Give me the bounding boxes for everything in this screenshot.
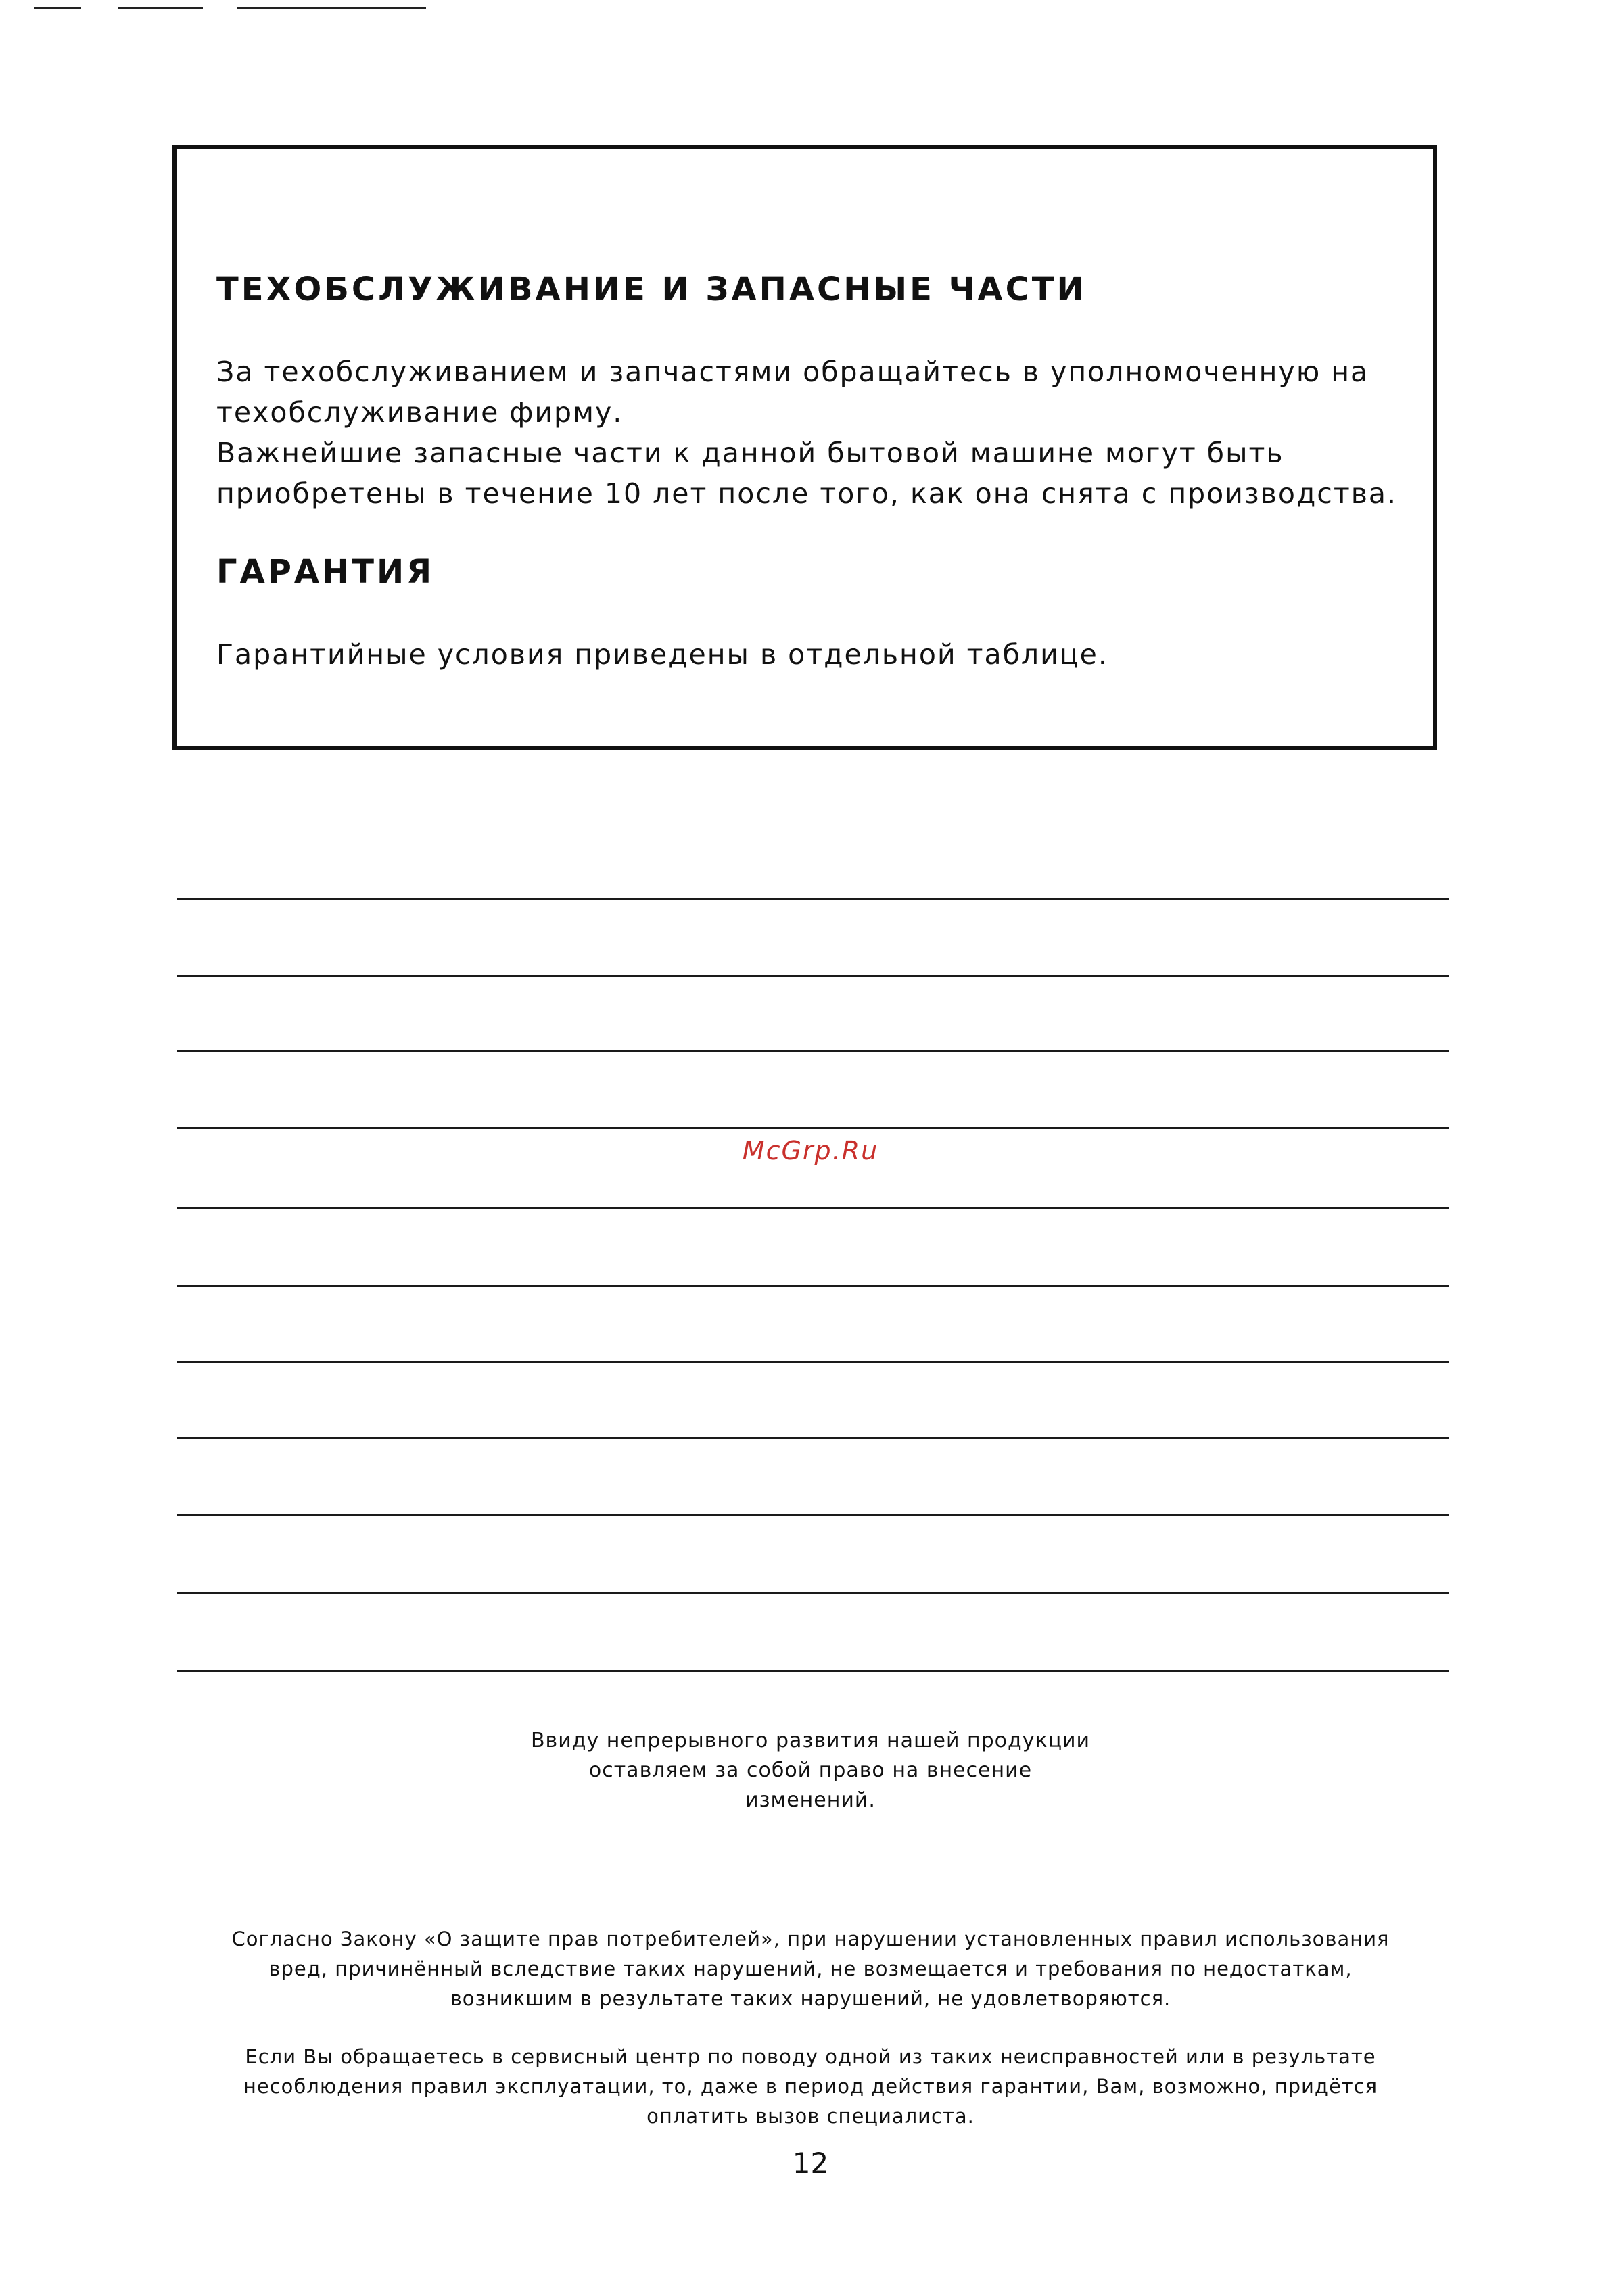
blank-line	[177, 1592, 1449, 1594]
spare-parts-paragraph: Важнейшие запасные части к данной бытовой машине могут быть приобретены в течение 10 лет после того, как она снята с производства.	[216, 437, 1398, 510]
blank-line	[177, 1437, 1449, 1439]
notice-line: оставляем за собой право на внесение	[588, 1759, 1033, 1782]
notice-line: Согласно Закону «О защите прав потребителей», при нарушении установленных правил использования	[231, 1928, 1390, 1951]
notice-line: изменений.	[745, 1788, 876, 1812]
warranty-heading: ГАРАНТИЯ	[216, 553, 435, 591]
warranty-paragraph: Гарантийные условия приведены в отдельной таблице.	[216, 638, 1108, 671]
blank-line	[177, 898, 1449, 900]
notice-line: несоблюдения правил эксплуатации, то, даже в период действия гарантии, Вам, возможно, придётся	[243, 2075, 1378, 2098]
page-number: 12	[792, 2147, 829, 2180]
blank-line	[177, 1285, 1449, 1287]
scan-rule	[237, 7, 426, 9]
notice-line: Ввиду непрерывного развития нашей продукции	[530, 1729, 1091, 1752]
blank-line	[177, 1670, 1449, 1672]
service-call-notice	[0, 2042, 1621, 2131]
blank-line	[177, 1127, 1449, 1129]
service-paragraph: За техобслуживанием и запчастями обращайтесь в уполномоченную на техобслуживание фирму.	[216, 356, 1369, 429]
scan-rule	[34, 7, 81, 9]
blank-line	[177, 1207, 1449, 1209]
blank-line	[177, 975, 1449, 977]
notice-line: Если Вы обращаетесь в сервисный центр по поводу одной из таких неисправностей или в результате	[245, 2045, 1376, 2068]
scan-rule	[118, 7, 203, 9]
notice-line: возникшим в результате таких нарушений, не удовлетворяются.	[450, 1987, 1171, 2010]
notice-line: вред, причинённый вследствие таких нарушений, не возмещается и требования по недостаткам,	[268, 1957, 1353, 1980]
service-heading: ТЕХОБСЛУЖИВАНИЕ И ЗАПАСНЫЕ ЧАСТИ	[216, 270, 1087, 308]
blank-line	[177, 1050, 1449, 1052]
consumer-law-notice	[0, 1924, 1621, 2013]
blank-line	[177, 1361, 1449, 1363]
watermark: McGrp.Ru	[742, 1136, 879, 1166]
changes-notice	[0, 1726, 1621, 1815]
blank-line	[177, 1514, 1449, 1516]
notice-line: оплатить вызов специалиста.	[647, 2105, 974, 2128]
